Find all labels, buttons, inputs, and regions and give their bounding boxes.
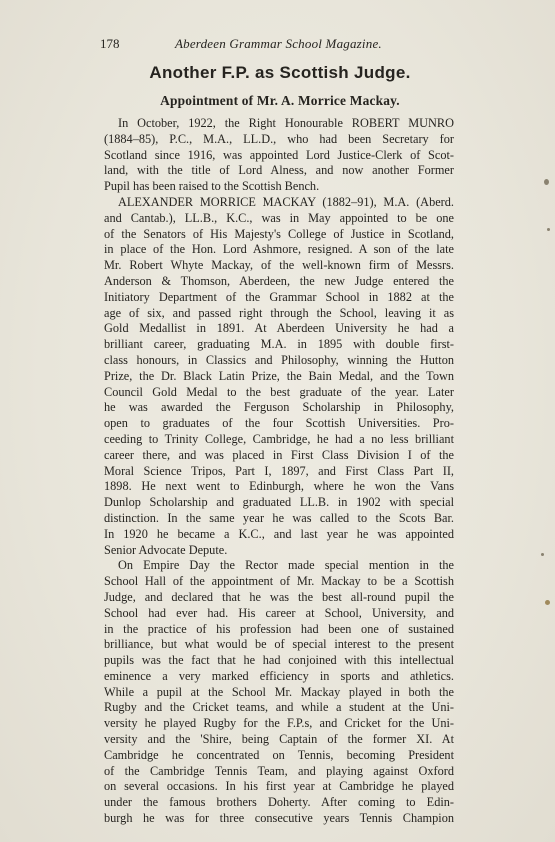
body-line: under the famous brothers Doherty. After coming to Edin-	[104, 795, 454, 810]
body-line: Moral Science Tripos, Part I, 1897, and First Class Part II,	[104, 463, 454, 478]
body-line: of the Cambridge Tennis Team, and playing against Oxford	[104, 763, 454, 778]
page-number: 178	[100, 36, 120, 51]
body-line: Judge, and declared that he was the best all-round pupil the	[104, 589, 454, 604]
body-line: burgh he was for three consecutive years Tennis Champion	[104, 811, 454, 826]
body-line: Anderson & Thomson, Aberdeen, the new Judge entered the	[104, 273, 454, 288]
body-line: in place of the Hon. Lord Ashmore, resigned. A son of the late	[104, 242, 454, 257]
page-header	[100, 36, 460, 56]
body-line: pupils was the fact that he had conjoined with this intellectual	[104, 653, 454, 668]
body-line: open to graduates of the four Scottish Universities. Pro-	[104, 416, 454, 431]
body-line: on several occasions. In his first year at Cambridge he played	[104, 779, 454, 794]
body-line: Initiatory Department of the Grammar School in 1882 at the	[104, 289, 454, 304]
body-line: brilliant career, graduating M.A. in 1895 with double first-	[104, 337, 454, 352]
body-line: Dunlop Scholarship and graduated LL.B. in 1902 with special	[104, 495, 454, 510]
body-line: On Empire Day the Rector made special mention in the	[118, 558, 454, 573]
body-line: land, with the title of Lord Alness, and now another Former	[104, 163, 454, 178]
body-line: Council Gold Medal to the best graduate of the year. Later	[104, 384, 454, 399]
body-line: and Cantab.), LL.B., K.C., was in May appointed to be one	[104, 210, 454, 225]
body-line: versity and the 'Shire, being Captain of the former XI. At	[104, 732, 454, 747]
body-line: Prize, the Dr. Black Latin Prize, the Bain Medal, and the Town	[104, 368, 454, 383]
body-line: Rugby and the Cricket teams, and while a student at the Uni-	[104, 700, 454, 715]
paper-speck	[547, 228, 550, 231]
body-line: Gold Medallist in 1891. At Aberdeen University he had a	[104, 321, 454, 336]
body-line: age of six, and passed right through the School, leaving it as	[104, 305, 454, 320]
body-line: 1898. He next went to Edinburgh, where he won the Vans	[104, 479, 454, 494]
body-line: of the Senators of His Majesty's College of Justice in Scotland,	[104, 226, 454, 241]
body-line: In October, 1922, the Right Honourable ROBERT MUNRO	[118, 116, 454, 130]
body-line: Pupil has been raised to the Scottish Bench.	[104, 179, 320, 194]
body-line: (1884–85), P.C., M.A., LL.D., who had been Secretary for	[104, 131, 454, 146]
body-line: ALEXANDER MORRICE MACKAY (1882–91), M.A. (Aberd.	[118, 194, 454, 209]
body-line: ceeding to Trinity College, Cambridge, he had a no less brilliant	[104, 431, 454, 446]
article-title: Another F.P. as Scottish Judge.	[149, 63, 411, 82]
body-line: While a pupil at the School Mr. Mackay played in both the	[104, 684, 454, 699]
paper-speck	[545, 600, 550, 605]
body-line: School had ever had. His career at School, University, and	[104, 605, 454, 620]
body-line: class honours, in Classics and Philosophy, winning the Hutton	[104, 352, 454, 367]
body-line: career there, and was placed in First Class Division I of the	[104, 447, 454, 462]
body-line: in the practice of his profession had been one of sustained	[104, 621, 454, 636]
body-line: brilliance, but what would be of special interest to the present	[104, 637, 454, 652]
article-body	[104, 116, 454, 827]
body-line: Senior Advocate Depute.	[104, 542, 228, 557]
body-line: School Hall of the appointment of Mr. Mackay to be a Scottish	[104, 574, 454, 589]
paper-speck	[541, 553, 544, 556]
paper-speck	[544, 179, 549, 185]
body-line: Mr. Robert Whyte Mackay, of the well-known firm of Messrs.	[104, 258, 454, 273]
body-line: Cambridge he concentrated on Tennis, becoming President	[104, 747, 454, 762]
article-subtitle: Appointment of Mr. A. Morrice Mackay.	[160, 93, 400, 108]
body-line: distinction. In the same year he was called to the Scots Bar.	[104, 510, 454, 525]
body-line: Scotland since 1916, was appointed Lord Justice-Clerk of Scot-	[104, 147, 454, 162]
running-title: Aberdeen Grammar School Magazine.	[175, 36, 382, 51]
body-line: he was awarded the Ferguson Scholarship in Philosophy,	[104, 400, 454, 415]
body-line: In 1920 he became a K.C., and last year he was appointed	[104, 526, 454, 541]
body-line: eminence a very marked efficiency in sports and athletics.	[104, 668, 454, 683]
body-line: versity he played Rugby for the F.P.s, and Cricket for the Uni-	[104, 716, 454, 731]
